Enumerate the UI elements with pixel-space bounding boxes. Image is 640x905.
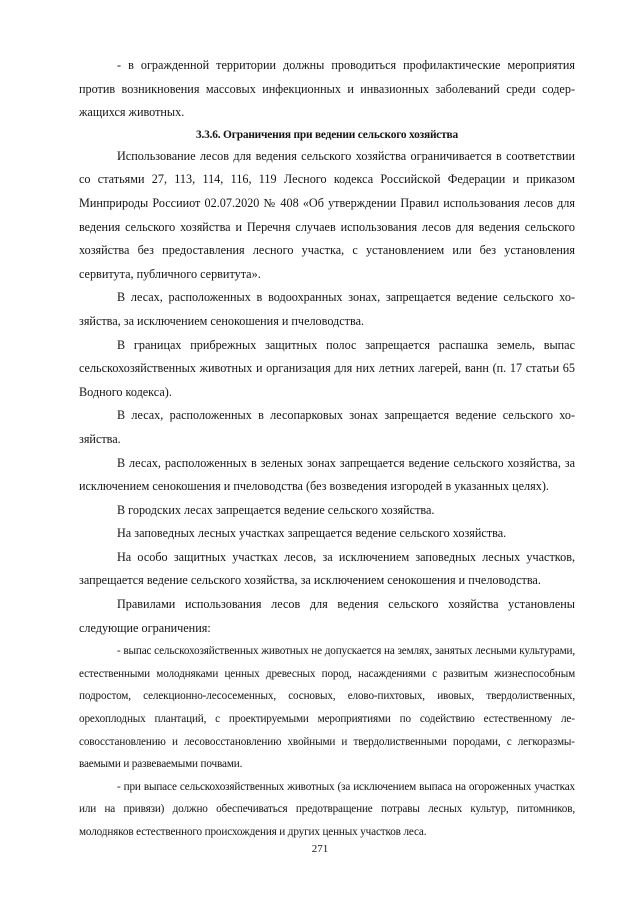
restriction-item: - при выпасе сельскохозяйственных животных (за исключением выпаса на огороженных участках или на привязи) должно обеспечиваться предотвращение потравы лесных культур, питомников, молодняков естественного происхождения и других ценных участков леса. <box>79 780 575 838</box>
paragraph: Использование лесов для ведения сельского хозяйства ограничивается в соответствии со статьями 27, 113, 114, 116, 119 Лесного кодекса Российской Федерации и приказом Минприроды Россииот 02.07.2020 № 408 «Об утверждении Правил использования лесов для ведения сельского хозяйства и Перечня случаев использования лесов для ведения сельского хозяйства без предоставления лесного участка, с установлением или без установления сервитута, публичного сервитута». <box>79 148 575 281</box>
paragraph: В городских лесах запрещается ведение сельского хозяйства. <box>117 502 435 517</box>
section-title: 3.3.6. Ограничения при ведении сельского хозяйства <box>195 128 459 141</box>
paragraph: На особо защитных участках лесов, за исключением заповедных лесных участков, запрещается ведение сельского хозяйства, за исключением сенокошения и пчеловодства. <box>79 549 575 588</box>
paragraph: В лесах, расположенных в зеленых зонах запрещается ведение сельского хозяйства, за исключением сенокошения и пчеловодства (без возведения изгородей в указанных целях). <box>79 455 575 494</box>
paragraph: - в огражденной территории должны проводиться профилактические мероприятия против возникновения массовых инфекционных и инвазионных заболеваний среди содержащихся животных. <box>79 58 575 120</box>
paragraph: В лесах, расположенных в лесопарковых зонах запрещается ведение сельского хозяйства. <box>79 408 575 446</box>
restriction-item: - выпас сельскохозяйственных животных не допускается на землях, занятых лесными культурами, естественными молодняками ценных древесных пород, насаждениями с развитым жизнеспособным подростом, селекционно-лесосеменных, сосновых, елово-пихтовых, ивовых, твердолиственных, орехоплодных плантаций, с проектируемыми мероприятиями по содействию естественному лесовосстановлению и лесовосстановлению хвойными и твердолиственными породами, с легкоразмываемыми и развеваемыми почвами. <box>79 645 575 771</box>
paragraph: В границах прибрежных защитных полос запрещается распашка земель, выпас сельскохозяйственных животных и организация для них летних лагерей, ванн (п. 17 статьи 65 Водного кодекса). <box>79 337 575 399</box>
paragraph: На заповедных лесных участках запрещается ведение сельского хозяйства. <box>117 526 507 541</box>
paragraph: Правилами использования лесов для ведения сельского хозяйства установлены следующие ограничения: <box>79 597 575 635</box>
paragraph: В лесах, расположенных в водоохранных зонах, запрещается ведение сельского хозяйства, за исключением сенокошения и пчеловодства. <box>79 290 575 328</box>
page-number: 271 <box>311 843 329 855</box>
page-content <box>79 54 575 844</box>
